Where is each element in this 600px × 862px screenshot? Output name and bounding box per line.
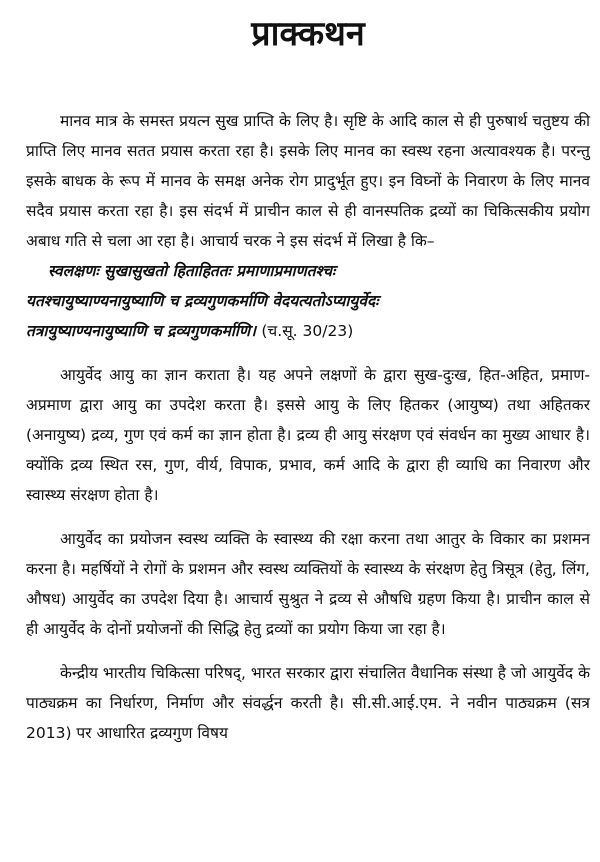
- verse-reference: (च.सू. 30/23): [261, 322, 354, 340]
- paragraph-3: आयुर्वेद का प्रयोजन स्वस्थ व्यक्ति के स्वास्थ्य की रक्षा करना तथा आतुर के विकार का प्रशमन करना है। महर्षियों ने रोगों के प्रशमन और स्वस्थ व्यक्तियों के स्वास्थ्य के संरक्षण हेतु त्रिसूत्र (हेतु, लिंग, औषध) आयुर्वेद का उपदेश दिया है। आचार्य सुश्रुत ने द्रव्य से औषधि ग्रहण किया है। प्राचीन काल से ही आयुर्वेद के दोनों प्रयोजनों की सिद्धि हेतु द्रव्यों का प्रयोग किया जा रहा है।: [26, 530, 590, 638]
- sanskrit-verse: [26, 256, 590, 346]
- verse-line-2: यतश्चायुष्याण्यनायुष्याणि च द्रव्यगुणकर्माणि वेदयत्यतोऽप्यायुर्वेदः: [26, 292, 379, 310]
- paragraph-4: केन्द्रीय भारतीय चिकित्सा परिषद्, भारत सरकार द्वारा संचालित वैधानिक संस्था है जो आयुर्वेद के पाठ्यक्रम का निर्धारण, निर्माण और संवर्द्धन करती है। सी.सी.आई.एम. ने नवीन पाठ्यक्रम (सत्र 2013) पर आधारित द्रव्यगुण विषय: [26, 664, 590, 742]
- verse-line-3: [26, 316, 590, 346]
- verse-line-3-text: तत्रायुष्याण्यनायुष्याणि च द्रव्यगुणकर्माणि।: [26, 322, 256, 340]
- paragraph-1: मानव मात्र के समस्त प्रयत्न सुख प्राप्ति के लिए है। सृष्टि के आदि काल से ही पुरुषार्थ चतुष्टय की प्राप्ति लिए मानव सतत प्रयास करता रहा है। इसके लिए मानव का स्वस्थ रहना अत्यावश्यक है। परन्तु इसके बाधक के रूप में मानव के समक्ष अनेक रोग प्रादुर्भूत हुए। इन विघ्नों के निवारण के लिए मानव सदैव प्रयास करता रहा है। इस संदर्भ में प्राचीन काल से ही वानस्पतिक द्रव्यों का चिकित्सकीय प्रयोग अबाध गति से चला आ रहा है। आचार्य चरक ने इस संदर्भ में लिखा है कि–: [26, 112, 590, 250]
- page-title: प्राक्कथन: [251, 14, 365, 54]
- verse-line-1: स्वलक्षणः सुखासुखतो हिताहिततः प्रमाणाप्रमाणतश्चः: [48, 262, 336, 280]
- paragraph-2: आयुर्वेद आयु का ज्ञान कराता है। यह अपने लक्षणों के द्वारा सुख-दुःख, हित-अहित, प्रमाण-अप्रमाण द्वारा आयु का उपदेश करता है। इससे आयु के लिए हितकर (आयुष्य) तथा अहितकर (अनायुष्य) द्रव्य, गुण एवं कर्म का ज्ञान होता है। द्रव्य ही आयु संरक्षण एवं संवर्धन का मुख्य आधार है। क्योंकि द्रव्य स्थित रस, गुण, वीर्य, विपाक, प्रभाव, कर्म आदि के द्वारा ही व्याधि का निवारण और स्वास्थ्य संरक्षण होता है।: [26, 366, 590, 504]
